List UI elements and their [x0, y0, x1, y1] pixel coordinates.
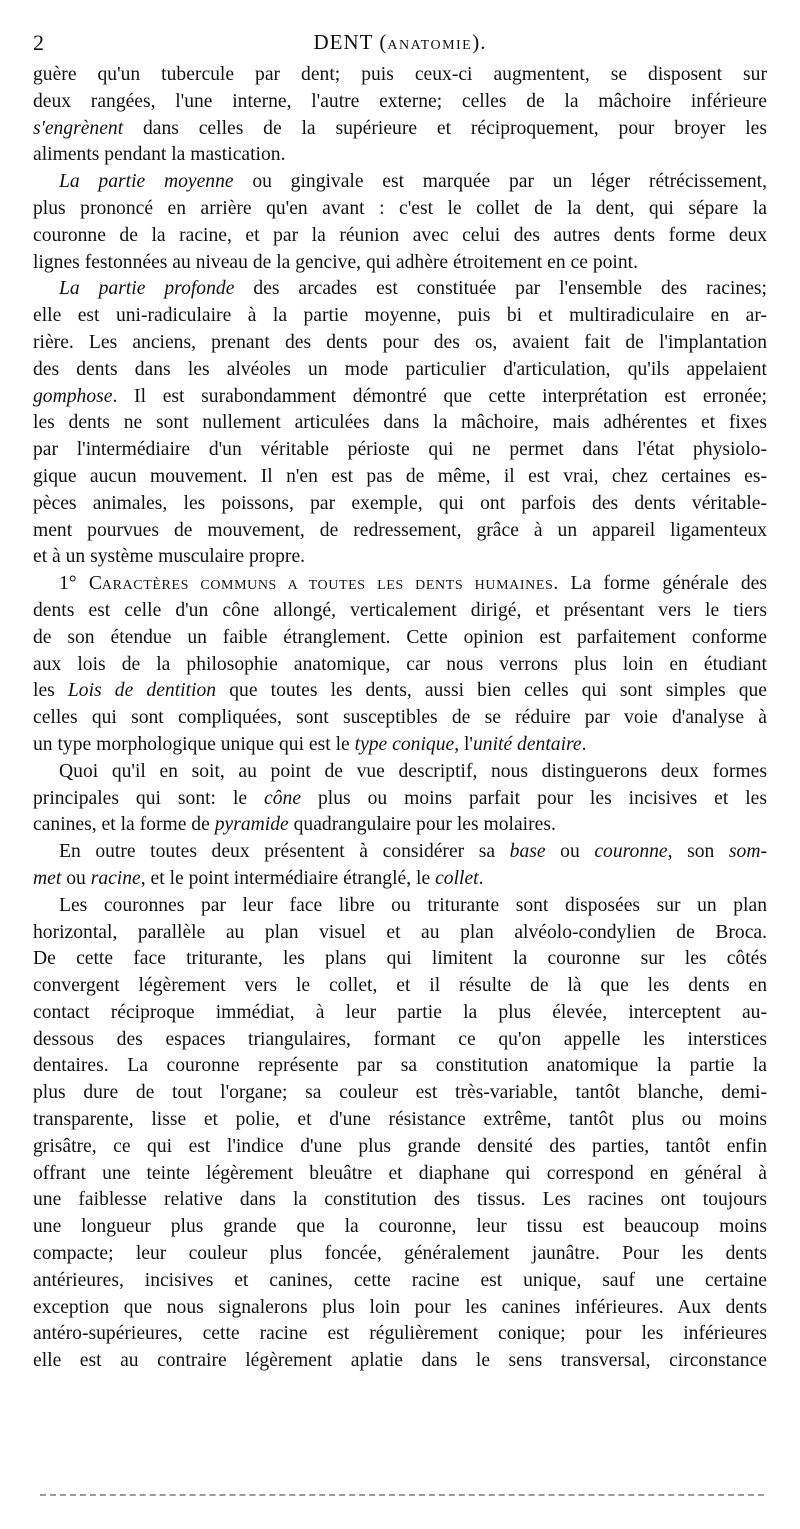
text-run: , et le point intermédiaire étranglé, le	[140, 867, 436, 889]
text-line	[33, 276, 767, 303]
italic-term: s'engrènent	[33, 117, 124, 139]
text-run: En outre toutes deux présentent à considérer sa	[59, 841, 510, 863]
italic-term: gomphose	[33, 385, 113, 407]
text-run: des dents dans les alvéoles un mode particulier d'articulation, qu'ils appelaient	[33, 358, 767, 380]
text-line	[33, 759, 767, 786]
running-title	[33, 30, 767, 55]
text-line	[33, 839, 767, 866]
text-line	[33, 357, 767, 384]
text-line	[33, 893, 767, 920]
text-line	[33, 62, 767, 89]
footer-rule	[40, 1494, 764, 1496]
text-run: canines, et la forme de	[33, 814, 215, 836]
page-body-text	[33, 62, 767, 1375]
text-run: dentaires. La couronne représente par sa constitution anatomique la partie la	[33, 1055, 767, 1077]
italic-term: couronne	[594, 841, 668, 863]
text-line	[33, 1027, 767, 1054]
text-line	[33, 866, 767, 893]
text-line	[33, 678, 767, 705]
text-line	[33, 571, 767, 598]
text-line	[33, 705, 767, 732]
text-run: de son étendue un faible étranglement. Cette opinion est parfaitement conforme	[33, 626, 767, 648]
italic-term: som-	[728, 841, 767, 863]
page-number: 2	[33, 30, 44, 55]
text-run: Les couronnes par leur face libre ou triturante sont disposées sur un plan	[59, 894, 767, 916]
italic-term: collet	[435, 867, 479, 889]
text-line	[33, 812, 767, 839]
italic-term: cône	[264, 787, 302, 809]
text-run: et à un système musculaire propre.	[33, 546, 306, 568]
text-line	[33, 384, 767, 411]
text-line	[33, 464, 767, 491]
text-run: dans celles de la supérieure et réciproquement, pour broyer les	[123, 117, 767, 139]
italic-term: Lois de dentition	[67, 680, 217, 702]
text-line	[33, 598, 767, 625]
text-run: dessous des espaces triangulaires, formant ce qu'on appelle les interstices	[33, 1028, 767, 1050]
text-line	[33, 1134, 767, 1161]
text-run: compacte; leur couleur plus foncée, généralement jaunâtre. Pour les dents	[33, 1243, 767, 1265]
text-run: celles qui sont compliquées, sont susceptibles de se réduire par voie d'analyse à	[33, 707, 767, 729]
text-line	[33, 1348, 767, 1375]
text-run: ou gingivale est marquée par un léger rétrécissement,	[233, 171, 767, 193]
text-run: elle est uni-radiculaire à la partie moyenne, puis bi et multiradiculaire en ar-	[33, 305, 767, 327]
text-line	[33, 142, 767, 169]
text-run: pèces animales, les poissons, par exemple, qui ont parfois des dents véritable-	[33, 492, 767, 514]
text-run: principales qui sont: le	[33, 787, 265, 809]
text-run: des arcades est constituée par l'ensemble des racines;	[234, 278, 767, 300]
text-run: gique aucun mouvement. Il n'en est pas de même, il est vrai, chez certaines es-	[33, 465, 767, 487]
text-run: une faiblesse relative dans la constitution des tissus. Les racines ont toujours	[33, 1189, 767, 1211]
text-run: , son	[667, 841, 729, 863]
small-caps-heading: ARACTÈRES COMMUNS A TOUTES LES DENTS HUMAINES	[101, 578, 554, 594]
text-run: plus dure de tout l'organe; sa couleur est très-variable, tantôt blanche, demi-	[33, 1082, 767, 1104]
text-line	[33, 1161, 767, 1188]
text-line	[33, 169, 767, 196]
text-line	[33, 1107, 767, 1134]
text-run: par l'intermédiaire d'un véritable périoste qui ne permet dans l'état physiolo-	[33, 439, 767, 461]
text-run: De cette face triturante, les plans qui limitent la couronne sur les côtés	[33, 948, 767, 970]
text-line	[33, 116, 767, 143]
italic-term: La partie profonde	[59, 278, 235, 300]
text-run: antérieures, incisives et canines, cette racine est unique, sauf une certaine	[33, 1269, 767, 1291]
text-run: Quoi qu'il en soit, au point de vue descriptif, nous distinguerons deux formes	[59, 760, 767, 782]
text-run: les dents ne sont nullement articulées dans la mâchoire, mais adhérentes et fixes	[33, 412, 767, 434]
italic-term: racine	[90, 867, 141, 889]
text-line	[33, 652, 767, 679]
text-line	[33, 1187, 767, 1214]
text-line	[33, 786, 767, 813]
text-line	[33, 973, 767, 1000]
text-run: offrant une teinte légèrement bleuâtre et diaphane qui correspond en général à	[33, 1162, 767, 1184]
italic-term: pyramide	[214, 814, 289, 836]
italic-term: type conique	[354, 733, 455, 755]
text-run: plus prononcé en arrière qu'en avant : c'est le collet de la dent, qui sépare la	[33, 197, 767, 219]
text-line	[33, 89, 767, 116]
text-run: couronne de la racine, et par la réunion avec celui des autres dents forme deux	[33, 224, 767, 246]
text-run: lignes festonnées au niveau de la gencive, qui adhère étroitement en ce point.	[33, 251, 638, 273]
text-line	[33, 223, 767, 250]
page-header	[33, 30, 767, 60]
text-run: . Il est surabondamment démontré que cette interprétation est erronée;	[112, 385, 767, 407]
text-run: aux lois de la philosophie anatomique, car nous verrons plus loin en étudiant	[33, 653, 767, 675]
text-run: grisâtre, ce qui est l'indice d'une plus grande densité des parties, tantôt enfin	[33, 1135, 767, 1157]
text-line	[33, 920, 767, 947]
text-run: guère qu'un tubercule par dent; puis ceux-ci augmentent, se disposent sur	[33, 64, 767, 85]
italic-term: met	[33, 867, 62, 889]
text-run: que toutes les dents, aussi bien celles qui sont simples que	[216, 680, 768, 702]
text-run: transparente, lisse et polie, et d'une résistance extrême, tantôt plus ou moins	[33, 1109, 767, 1131]
text-line	[33, 250, 767, 277]
text-line	[33, 946, 767, 973]
running-title-main: DENT (	[313, 30, 388, 54]
text-run: antéro-supérieures, cette racine est régulièrement conique; pour les inférieures	[33, 1323, 767, 1345]
text-run: une longueur plus grande que la couronne, leur tissu est beaucoup moins	[33, 1216, 767, 1238]
text-line	[33, 1000, 767, 1027]
text-run: ment pourvues de mouvement, de redressement, grâce à un appareil ligamenteux	[33, 519, 767, 541]
italic-term: La partie moyenne	[59, 171, 234, 193]
text-line	[33, 330, 767, 357]
text-run: convergent légèrement vers le collet, et il résulte de là que les dents en	[33, 975, 767, 997]
text-line	[33, 544, 767, 571]
text-run: , l'	[454, 733, 473, 755]
running-title-end: ).	[472, 30, 487, 54]
text-line	[33, 1241, 767, 1268]
text-run: 1° C	[59, 573, 102, 595]
text-line	[33, 437, 767, 464]
text-run: ou	[61, 867, 91, 889]
text-run: elle est au contraire légèrement aplatie dans le sens transversal, circonstance	[33, 1350, 767, 1372]
text-run: ou	[545, 841, 595, 863]
text-line	[33, 1080, 767, 1107]
text-line	[33, 1214, 767, 1241]
text-run: un type morphologique unique qui est le	[33, 733, 355, 755]
text-run: dents est celle d'un cône allongé, verticalement dirigé, et présentant vers le tiers	[33, 599, 767, 621]
text-line	[33, 732, 767, 759]
text-run: les	[33, 680, 68, 702]
text-run: plus ou moins parfait pour les incisives et les	[301, 787, 768, 809]
text-run: rière. Les anciens, prenant des dents pour des os, avaient fait de l'implantation	[33, 331, 767, 353]
text-line	[33, 1053, 767, 1080]
text-run: . La forme générale des	[553, 573, 767, 595]
text-line	[33, 518, 767, 545]
text-run: quadrangulaire pour les molaires.	[288, 814, 556, 836]
text-run: contact réciproque immédiat, à leur partie la plus élevée, interceptent au-	[33, 1001, 767, 1023]
text-line	[33, 303, 767, 330]
text-line	[33, 625, 767, 652]
text-line	[33, 1321, 767, 1348]
text-run: horizontal, parallèle au plan visuel et au plan alvéolo-condylien de Broca.	[33, 921, 767, 943]
text-run: .	[478, 867, 484, 889]
text-run: deux rangées, l'une interne, l'autre externe; celles de la mâchoire inférieure	[33, 90, 767, 112]
text-line	[33, 1268, 767, 1295]
text-run: aliments pendant la mastication.	[33, 144, 286, 166]
text-line	[33, 410, 767, 437]
running-title-subject: ANATOMIE	[387, 38, 473, 53]
text-line	[33, 1295, 767, 1322]
text-run: .	[581, 733, 587, 755]
italic-term: base	[509, 841, 546, 863]
text-line	[33, 196, 767, 223]
text-line	[33, 491, 767, 518]
italic-term: unité dentaire	[472, 733, 582, 755]
text-run: exception que nous signalerons plus loin pour les canines inférieures. Aux dents	[33, 1296, 767, 1318]
